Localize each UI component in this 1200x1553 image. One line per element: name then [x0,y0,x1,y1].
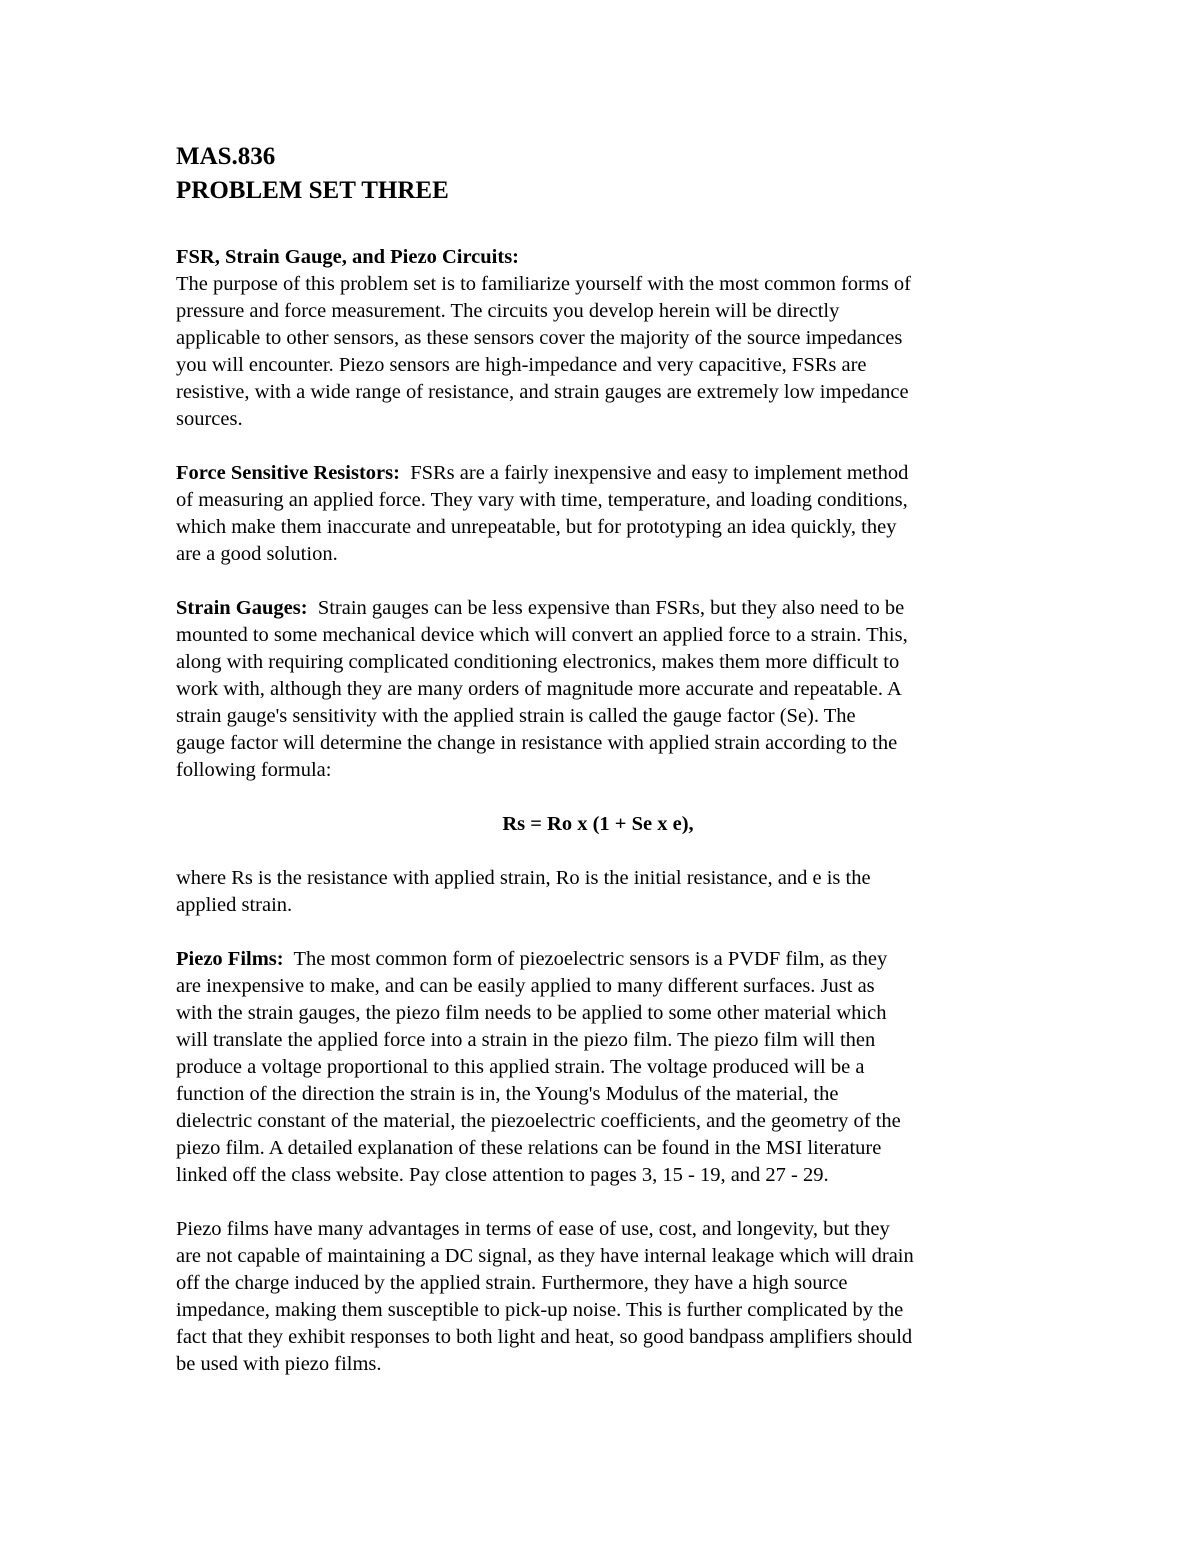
piezo-line: are inexpensive to make, and can be easily applied to many different surfaces. Just as [176,975,875,997]
fsr-line: which make them inaccurate and unrepeatable, but for prototyping an idea quickly, they [176,516,897,538]
strain-first-line-text: Strain gauges can be less expensive than FSRs, but they also need to be [307,597,905,619]
fsr-paragraph [176,460,1036,568]
strain-line: along with requiring complicated conditioning electronics, makes them more difficult to [176,651,900,673]
intro-line: applicable to other sensors, as these sensors cover the majority of the source impedances [176,327,903,349]
piezo-advantages-line: are not capable of maintaining a DC signal, as they have internal leakage which will drain [176,1245,914,1267]
intro-line: you will encounter. Piezo sensors are high-impedance and very capacitive, FSRs are [176,354,867,376]
strain-line: following formula: [176,759,332,781]
strain-heading: Strain Gauges: [176,597,308,619]
piezo-line: produce a voltage proportional to this applied strain. The voltage produced will be a [176,1056,865,1078]
piezo-line: piezo film. A detailed explanation of these relations can be found in the MSI literature [176,1137,882,1159]
piezo-line: will translate the applied force into a strain in the piezo film. The piezo film will then [176,1029,876,1051]
intro-heading: FSR, Strain Gauge, and Piezo Circuits: [176,246,519,268]
formula-explanation-line: where Rs is the resistance with applied strain, Ro is the initial resistance, and e is the [176,867,871,889]
piezo-line: function of the direction the strain is in, the Young's Modulus of the material, the [176,1083,839,1105]
course-number: MAS.836 [176,143,276,170]
strain-line: strain gauge's sensitivity with the applied strain is called the gauge factor (Se). The [176,705,856,727]
document-page [176,140,1036,1405]
strain-first-line [176,595,1036,622]
intro-paragraph [176,244,1036,433]
fsr-line: of measuring an applied force. They vary with time, temperature, and loading conditions, [176,489,908,511]
piezo-advantages-line: impedance, making them susceptible to pick-up noise. This is further complicated by the [176,1299,904,1321]
intro-line: pressure and force measurement. The circuits you develop herein will be directly [176,300,840,322]
problem-set-title: PROBLEM SET THREE [176,177,449,204]
fsr-first-line-text: FSRs are a fairly inexpensive and easy to implement method [399,462,909,484]
piezo-first-line [176,946,1036,973]
piezo-advantages-paragraph [176,1216,1036,1378]
title-block [176,140,1036,208]
intro-line: sources. [176,408,243,430]
piezo-line: linked off the class website. Pay close attention to pages 3, 15 - 19, and 27 - 29. [176,1164,829,1186]
piezo-advantages-line: be used with piezo films. [176,1353,382,1375]
gauge-factor-formula: Rs = Ro x (1 + Se x e), [502,813,694,835]
strain-line: gauge factor will determine the change in resistance with applied strain according to the [176,732,898,754]
formula-explanation [176,865,1036,919]
piezo-line: with the strain gauges, the piezo film needs to be applied to some other material which [176,1002,887,1024]
fsr-line: are a good solution. [176,543,338,565]
piezo-advantages-line: Piezo films have many advantages in terms of ease of use, cost, and longevity, but they [176,1218,890,1240]
piezo-paragraph [176,946,1036,1189]
piezo-advantages-line: fact that they exhibit responses to both light and heat, so good bandpass amplifiers should [176,1326,913,1348]
intro-line: The purpose of this problem set is to familiarize yourself with the most common forms of [176,273,912,295]
piezo-first-line-text: The most common form of piezoelectric sensors is a PVDF film, as they [283,948,888,970]
strain-line: mounted to some mechanical device which will convert an applied force to a strain. This, [176,624,908,646]
piezo-heading: Piezo Films: [176,948,284,970]
fsr-first-line [176,460,1036,487]
strain-line: work with, although they are many orders of magnitude more accurate and repeatable. A [176,678,902,700]
intro-line: resistive, with a wide range of resistance, and strain gauges are extremely low impedance [176,381,909,403]
strain-paragraph [176,595,1036,784]
piezo-line: dielectric constant of the material, the piezoelectric coefficients, and the geometry of the [176,1110,901,1132]
piezo-advantages-line: off the charge induced by the applied strain. Furthermore, they have a high source [176,1272,848,1294]
formula-explanation-line: applied strain. [176,894,293,916]
fsr-heading: Force Sensitive Resistors: [176,462,400,484]
